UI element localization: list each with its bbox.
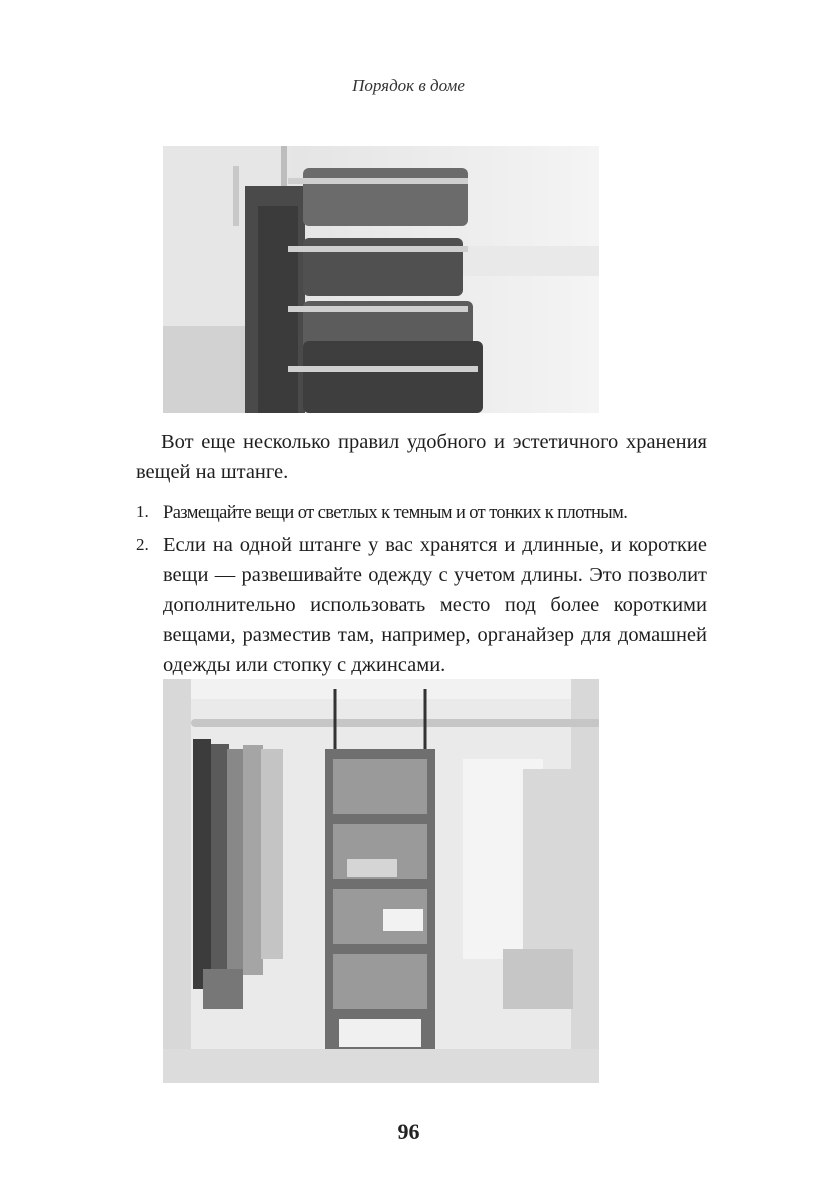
list-item [136,497,707,528]
list-item-text: Размещайте вещи от светлых к темным и от тонких к плотным. [163,503,628,523]
rules-list [136,497,707,680]
running-head: Порядок в доме [352,76,465,95]
list-item-text: Если на одной штанге у вас хранятся и длинные, и короткие вещи — развешивайте одежду с учетом длины. Это позволит дополнительно использовать место под более короткими вещами, разместив там, например, органайзер для домашней одежды или стопку с джинсами. [163,534,707,676]
page-number: 96 [397,1119,420,1144]
intro-paragraph: Вот еще несколько правил удобного и эстетичного хранения вещей на штанге. [136,431,707,483]
closet-organizer-photo [163,679,599,1083]
list-item-number: 1. [136,502,149,521]
list-item [136,530,707,680]
jeans-hanger-photo [163,146,599,413]
list-item-number: 2. [136,535,149,554]
